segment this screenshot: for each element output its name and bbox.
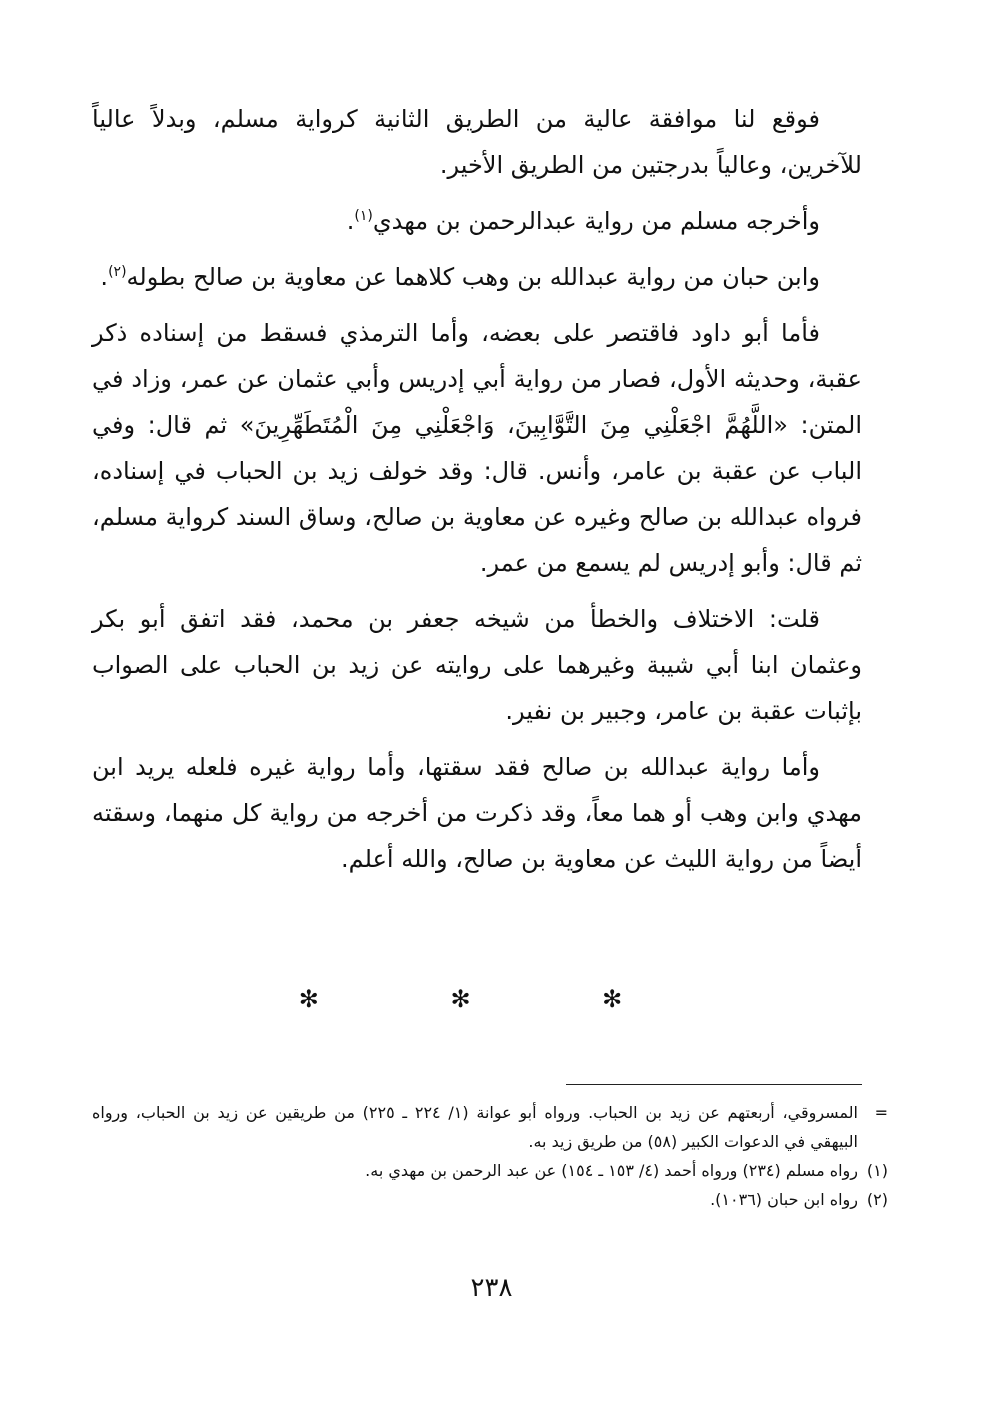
- footnotes: [92, 1098, 888, 1214]
- footnote-divider: [566, 1084, 862, 1085]
- paragraph-2-end: .: [346, 207, 355, 235]
- paragraph-2-text: وأخرجه مسلم من رواية عبدالرحمن بن مهدي: [372, 207, 820, 235]
- footnote-text: رواه مسلم (٢٣٤) ورواه أحمد (٤/ ١٥٣ ـ ١٥٤) عن عبد الرحمن بن مهدي به.: [365, 1161, 858, 1180]
- paragraph-5-text: قلت: الاختلاف والخطأ من شيخه جعفر بن محمد، فقد اتفق أبو بكر وعثمان ابنا أبي شيبة وغيرهما على روايته عن زيد بن الحباب على الصواب بإثبات عقبة بن عامر، وجبير بن نفير.: [92, 605, 862, 725]
- footnote-1: [92, 1156, 888, 1185]
- footnote-marker: (٢): [866, 1190, 888, 1209]
- paragraph-3-text: وابن حبان من رواية عبدالله بن وهب كلاهما عن معاوية بن صالح بطوله: [126, 263, 820, 291]
- paragraph-2: [92, 198, 862, 244]
- main-text: [92, 96, 862, 892]
- paragraph-6-text: وأما رواية عبدالله بن صالح فقد سقتها، وأما رواية غيره فلعله يريد ابن مهدي وابن وهب أو هما معاً، وقد ذكرت من أخرجه من رواية كل منهما، وسقته أيضاً من رواية الليث عن معاوية بن صالح، والله أعلم.: [92, 753, 862, 873]
- footnote-marker: =: [874, 1103, 888, 1122]
- page-number: ٢٣٨: [470, 1273, 513, 1303]
- footnote-ref-1[interactable]: (١): [354, 208, 373, 224]
- paragraph-4: [92, 310, 862, 586]
- paragraph-6: [92, 744, 862, 882]
- paragraph-1: [92, 96, 862, 188]
- paragraph-3-end: .: [100, 263, 109, 291]
- footnote-2: [92, 1185, 888, 1214]
- footnote-marker: (١): [866, 1161, 888, 1180]
- section-separator: ✻ ✻ ✻: [298, 985, 685, 1013]
- footnote-text: رواه ابن حبان (١٠٣٦).: [710, 1190, 858, 1209]
- footnote-text: المسروقي، أربعتهم عن زيد بن الحباب. ورواه أبو عوانة (١/ ٢٢٤ ـ ٢٢٥) من طريقين عن زيد بن الحباب، ورواه البيهقي في الدعوات الكبير (٥٨) من طريق زيد به.: [92, 1103, 859, 1151]
- footnote-continuation: [92, 1098, 888, 1156]
- paragraph-1-text: فوقع لنا موافقة عالية من الطريق الثانية كرواية مسلم، وبدلاً عالياً للآخرين، وعالياً بدرجتين من الطريق الأخير.: [92, 105, 862, 179]
- footnote-ref-2[interactable]: (٢): [108, 264, 127, 280]
- paragraph-3: [92, 254, 862, 300]
- paragraph-4-text: فأما أبو داود فاقتصر على بعضه، وأما الترمذي فسقط من إسناده ذكر عقبة، وحديثه الأول، فصار من رواية أبي إدريس وأبي عثمان عن عمر، وزاد في المتن: «اللَّهُمَّ اجْعَلْنِي مِنَ التَّوَّابِينَ، وَاجْعَلْنِي مِنَ الْمُتَطَهِّرِينَ» ثم قال: وفي الباب عن عقبة بن عامر، وأنس. قال: وقد خولف زيد بن الحباب في إسناده، فرواه عبدالله بن صالح وغيره عن معاوية بن صالح، وساق السند كرواية مسلم، ثم قال: وأبو إدريس لم يسمع من عمر.: [92, 319, 862, 577]
- paragraph-5: [92, 596, 862, 734]
